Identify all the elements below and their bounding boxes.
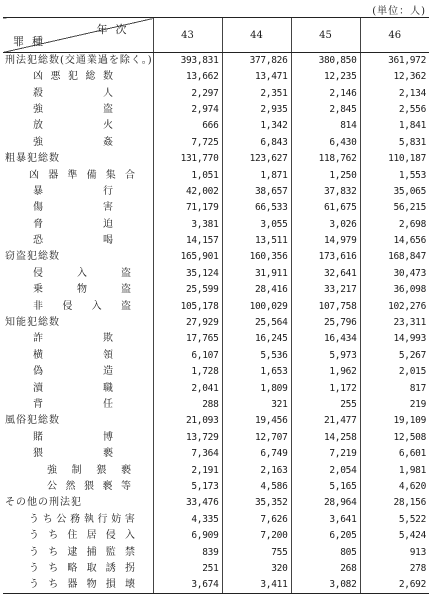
row-label [3, 85, 153, 101]
value-cell: 1,172 [291, 380, 360, 396]
row-label [3, 528, 153, 544]
value-cell: 2,054 [291, 462, 360, 478]
row-label-text: 殺 人 [33, 87, 113, 99]
table-row [3, 102, 429, 118]
value-cell: 123,627 [222, 151, 291, 167]
value-cell: 35,352 [222, 495, 291, 511]
value-cell: 2,935 [222, 102, 291, 118]
row-label [3, 315, 153, 331]
table-row [3, 348, 429, 364]
value-cell: 2,163 [222, 462, 291, 478]
table-row [3, 561, 429, 577]
header-year-cell: 43 [153, 18, 222, 53]
row-label-text: 強 盗 [33, 103, 113, 115]
value-cell: 817 [360, 380, 429, 396]
value-cell: 35,124 [153, 266, 222, 282]
table-row [3, 331, 429, 347]
value-cell: 102,276 [360, 298, 429, 314]
row-label-text: う ち 略 取 誘 拐 [29, 562, 135, 574]
value-cell: 755 [222, 544, 291, 560]
value-cell: 12,508 [360, 430, 429, 446]
table-row [3, 413, 429, 429]
table-row [3, 479, 429, 495]
value-cell: 19,109 [360, 413, 429, 429]
table-row [3, 380, 429, 396]
value-cell: 7,725 [153, 135, 222, 151]
value-cell: 1,841 [360, 118, 429, 134]
value-cell: 32,641 [291, 266, 360, 282]
table-header [3, 18, 429, 53]
row-label [3, 495, 153, 511]
row-label-text: 窃盗犯総数 [5, 251, 60, 263]
value-cell: 913 [360, 544, 429, 560]
value-cell: 1,653 [222, 364, 291, 380]
row-label [3, 151, 153, 167]
table-row [3, 167, 429, 183]
value-cell: 6,601 [360, 446, 429, 462]
value-cell: 3,026 [291, 217, 360, 233]
value-cell: 361,972 [360, 53, 429, 70]
row-label-text: 公 然 猥 褻 等 [47, 480, 131, 492]
row-label [3, 331, 153, 347]
value-cell: 5,424 [360, 528, 429, 544]
value-cell: 14,979 [291, 233, 360, 249]
table-row [3, 85, 429, 101]
value-cell: 839 [153, 544, 222, 560]
table-row [3, 151, 429, 167]
header-year-cell: 46 [360, 18, 429, 53]
value-cell: 666 [153, 118, 222, 134]
value-cell: 5,165 [291, 479, 360, 495]
value-cell: 2,041 [153, 380, 222, 396]
crime-statistics-table [3, 17, 429, 594]
row-label [3, 364, 153, 380]
value-cell: 5,973 [291, 348, 360, 364]
value-cell: 3,641 [291, 512, 360, 528]
value-cell: 2,974 [153, 102, 222, 118]
value-cell: 168,847 [360, 249, 429, 265]
row-label [3, 462, 153, 478]
value-cell: 251 [153, 561, 222, 577]
row-label-text: 横 領 [33, 349, 113, 361]
row-label-text: 恐 喝 [33, 235, 113, 247]
value-cell: 1,962 [291, 364, 360, 380]
value-cell: 19,456 [222, 413, 291, 429]
value-cell: 288 [153, 397, 222, 413]
value-cell: 25,796 [291, 315, 360, 331]
value-cell: 12,235 [291, 69, 360, 85]
row-label [3, 544, 153, 560]
value-cell: 173,616 [291, 249, 360, 265]
value-cell: 13,729 [153, 430, 222, 446]
row-label [3, 282, 153, 298]
row-label-text: 凶 器 準 備 集 合 [29, 169, 135, 181]
row-label-text: う ち 住 居 侵 入 [29, 530, 135, 542]
table-row [3, 315, 429, 331]
header-year-label: 年次 [96, 23, 135, 36]
table-row [3, 184, 429, 200]
value-cell: 56,215 [360, 200, 429, 216]
row-label [3, 233, 153, 249]
value-cell: 107,758 [291, 298, 360, 314]
row-label [3, 413, 153, 429]
value-cell: 2,297 [153, 85, 222, 101]
value-cell: 28,964 [291, 495, 360, 511]
row-label-text: 暴 行 [33, 185, 113, 197]
table-row [3, 512, 429, 528]
value-cell: 3,381 [153, 217, 222, 233]
value-cell: 21,477 [291, 413, 360, 429]
row-label-text: 知能犯総数 [5, 317, 60, 329]
row-label-text: 侵 入 盗 [33, 267, 131, 279]
value-cell: 66,533 [222, 200, 291, 216]
row-label-text: 傷 害 [33, 202, 113, 214]
row-label-text: 瀆 職 [33, 382, 113, 394]
value-cell: 7,200 [222, 528, 291, 544]
value-cell: 28,416 [222, 282, 291, 298]
header-category-label: 罪種 [13, 35, 51, 48]
table-row [3, 217, 429, 233]
value-cell: 320 [222, 561, 291, 577]
row-label-text: 脅 迫 [33, 218, 113, 230]
row-label-text: 背 任 [33, 399, 113, 410]
table-row [3, 430, 429, 446]
row-label [3, 430, 153, 446]
value-cell: 4,620 [360, 479, 429, 495]
table-row [3, 118, 429, 134]
row-label [3, 380, 153, 396]
row-label-text: 偽 造 [33, 366, 113, 378]
value-cell: 5,267 [360, 348, 429, 364]
value-cell: 1,051 [153, 167, 222, 183]
table-row [3, 200, 429, 216]
row-label [3, 102, 153, 118]
row-label [3, 135, 153, 151]
row-label-text: 放 火 [33, 120, 113, 132]
table-row [3, 528, 429, 544]
value-cell: 110,187 [360, 151, 429, 167]
row-label [3, 217, 153, 233]
value-cell: 30,473 [360, 266, 429, 282]
unit-label: (単位：人) [372, 6, 426, 17]
value-cell: 28,156 [360, 495, 429, 511]
value-cell: 3,411 [222, 577, 291, 594]
row-label [3, 348, 153, 364]
value-cell: 100,029 [222, 298, 291, 314]
value-cell: 14,258 [291, 430, 360, 446]
value-cell: 165,901 [153, 249, 222, 265]
value-cell: 2,698 [360, 217, 429, 233]
value-cell: 6,205 [291, 528, 360, 544]
value-cell: 255 [291, 397, 360, 413]
value-cell: 6,843 [222, 135, 291, 151]
value-cell: 2,015 [360, 364, 429, 380]
value-cell: 2,351 [222, 85, 291, 101]
row-label-text: う ち 器 物 損 壊 [29, 579, 135, 591]
value-cell: 14,993 [360, 331, 429, 347]
value-cell: 12,707 [222, 430, 291, 446]
value-cell: 805 [291, 544, 360, 560]
table-row [3, 577, 429, 594]
value-cell: 1,871 [222, 167, 291, 183]
table-row [3, 397, 429, 413]
value-cell: 6,909 [153, 528, 222, 544]
value-cell: 61,675 [291, 200, 360, 216]
value-cell: 7,219 [291, 446, 360, 462]
value-cell: 5,831 [360, 135, 429, 151]
value-cell: 25,564 [222, 315, 291, 331]
value-cell: 7,626 [222, 512, 291, 528]
table-row [3, 53, 429, 70]
value-cell: 219 [360, 397, 429, 413]
value-cell: 1,728 [153, 364, 222, 380]
row-label-text: 風俗犯総数 [5, 415, 60, 427]
value-cell: 3,082 [291, 577, 360, 594]
row-label-text: 賭 博 [33, 431, 113, 443]
value-cell: 17,765 [153, 331, 222, 347]
value-cell: 13,511 [222, 233, 291, 249]
value-cell: 14,157 [153, 233, 222, 249]
value-cell: 42,002 [153, 184, 222, 200]
table-row [3, 282, 429, 298]
value-cell: 2,191 [153, 462, 222, 478]
row-label [3, 200, 153, 216]
table-row [3, 135, 429, 151]
value-cell: 1,809 [222, 380, 291, 396]
row-label [3, 266, 153, 282]
table-row [3, 266, 429, 282]
table-row [3, 233, 429, 249]
row-label [3, 561, 153, 577]
value-cell: 5,522 [360, 512, 429, 528]
value-cell: 4,586 [222, 479, 291, 495]
value-cell: 1,250 [291, 167, 360, 183]
row-label [3, 479, 153, 495]
value-cell: 6,107 [153, 348, 222, 364]
row-label [3, 118, 153, 134]
value-cell: 393,831 [153, 53, 222, 70]
value-cell: 4,335 [153, 512, 222, 528]
value-cell: 13,471 [222, 69, 291, 85]
table-row [3, 495, 429, 511]
value-cell: 37,832 [291, 184, 360, 200]
row-label-text: う ち 公 務 執 行 妨 害 [29, 513, 135, 525]
value-cell: 3,674 [153, 577, 222, 594]
value-cell: 13,662 [153, 69, 222, 85]
header-corner-cell [3, 18, 153, 53]
value-cell: 5,173 [153, 479, 222, 495]
row-label-text: 非 侵 入 盗 [33, 300, 131, 312]
value-cell: 2,692 [360, 577, 429, 594]
value-cell: 36,098 [360, 282, 429, 298]
row-label-text: 刑法犯総数(交通業過を除く。) [5, 55, 153, 66]
row-label [3, 53, 153, 70]
value-cell: 377,826 [222, 53, 291, 70]
row-label-text: 凶 悪 犯 総 数 [33, 71, 113, 83]
table-row [3, 69, 429, 85]
row-label [3, 167, 153, 183]
row-label [3, 397, 153, 413]
value-cell: 31,911 [222, 266, 291, 282]
value-cell: 321 [222, 397, 291, 413]
value-cell: 814 [291, 118, 360, 134]
value-cell: 14,656 [360, 233, 429, 249]
row-label-text: 強 姦 [33, 136, 113, 148]
value-cell: 6,430 [291, 135, 360, 151]
value-cell: 380,850 [291, 53, 360, 70]
value-cell: 7,364 [153, 446, 222, 462]
table-row [3, 364, 429, 380]
row-label [3, 249, 153, 265]
value-cell: 21,093 [153, 413, 222, 429]
value-cell: 278 [360, 561, 429, 577]
row-label [3, 69, 153, 85]
value-cell: 25,599 [153, 282, 222, 298]
value-cell: 160,356 [222, 249, 291, 265]
value-cell: 27,929 [153, 315, 222, 331]
value-cell: 2,134 [360, 85, 429, 101]
value-cell: 6,749 [222, 446, 291, 462]
value-cell: 71,179 [153, 200, 222, 216]
table-row [3, 446, 429, 462]
row-label-text: 強 制 猥 褻 [47, 464, 131, 476]
table-row [3, 249, 429, 265]
row-label [3, 298, 153, 314]
row-label-text: 粗暴犯総数 [5, 153, 60, 165]
value-cell: 268 [291, 561, 360, 577]
row-label-text: その他の刑法犯 [5, 497, 82, 509]
value-cell: 118,762 [291, 151, 360, 167]
value-cell: 2,556 [360, 102, 429, 118]
row-label-text: 乗 物 盗 [33, 284, 131, 296]
table-row [3, 544, 429, 560]
table-body [3, 53, 429, 594]
value-cell: 35,065 [360, 184, 429, 200]
row-label [3, 446, 153, 462]
row-label-text: 猥 褻 [33, 448, 113, 460]
value-cell: 1,553 [360, 167, 429, 183]
value-cell: 33,217 [291, 282, 360, 298]
value-cell: 2,845 [291, 102, 360, 118]
value-cell: 38,657 [222, 184, 291, 200]
value-cell: 5,536 [222, 348, 291, 364]
value-cell: 105,178 [153, 298, 222, 314]
value-cell: 1,981 [360, 462, 429, 478]
table-row [3, 298, 429, 314]
value-cell: 12,362 [360, 69, 429, 85]
header-year-cell: 45 [291, 18, 360, 53]
value-cell: 33,476 [153, 495, 222, 511]
value-cell: 23,311 [360, 315, 429, 331]
value-cell: 2,146 [291, 85, 360, 101]
row-label [3, 512, 153, 528]
row-label-text: 詐 欺 [33, 333, 113, 345]
row-label [3, 184, 153, 200]
value-cell: 16,245 [222, 331, 291, 347]
row-label-text: う ち 逮 捕 監 禁 [29, 546, 135, 558]
header-year-cell: 44 [222, 18, 291, 53]
value-cell: 1,342 [222, 118, 291, 134]
row-label [3, 577, 153, 594]
value-cell: 3,055 [222, 217, 291, 233]
value-cell: 131,770 [153, 151, 222, 167]
value-cell: 16,434 [291, 331, 360, 347]
table-row [3, 462, 429, 478]
